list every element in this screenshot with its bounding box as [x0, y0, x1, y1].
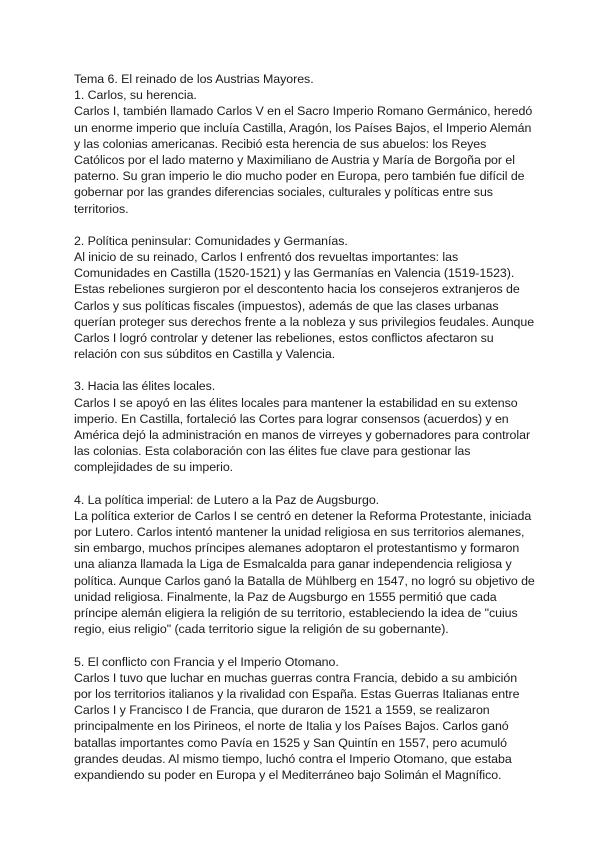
paragraph-line: por Lutero. Carlos intentó mantener la unidad religiosa en sus territorios alemanes,: [74, 525, 525, 540]
paragraph-line: unidad religiosa. Finalmente, la Paz de Augsburgo en 1555 permitió que cada: [74, 589, 497, 604]
paragraph-line: y las colonias americanas. Recibió esta herencia de sus abuelos: los Reyes: [74, 136, 487, 151]
section-francia-otomano: [74, 654, 530, 784]
paragraph-line: Carlos y sus políticas fiscales (impuestos), además de que las clases urbanas: [74, 298, 499, 313]
paragraph-line: querían proteger sus derechos frente a la nobleza y sus privilegios feudales. Aunque: [74, 314, 535, 329]
paragraph-line: Carlos I se apoyó en las élites locales para mantener la estabilidad en su extenso: [74, 395, 518, 410]
paragraph-line: por los territorios italianos y la rivalidad con España. Estas Guerras Italianas entre: [74, 686, 520, 701]
paragraph-line: Estas rebeliones surgieron por el descontento hacia los consejeros extranjeros de: [74, 282, 520, 297]
paragraph-line: Al inicio de su reinado, Carlos I enfrentó dos revueltas importantes: las: [74, 250, 459, 265]
section-heading: 1. Carlos, su herencia.: [74, 88, 197, 103]
paragraph-line: América dejó la administración en manos de virreyes y gobernadores para controlar: [74, 428, 531, 443]
paragraph-line: expandiendo su poder en Europa y el Mediterráneo bajo Solimán el Magnífico.: [74, 767, 502, 782]
paragraph-line: imperio. En Castilla, fortaleció las Cortes para lograr consensos (acuerdos) y en: [74, 411, 509, 426]
section-politica-imperial: [74, 492, 535, 638]
paragraph-line: batallas importantes como Pavía en 1525 y San Quintín en 1557, pero acumuló: [74, 735, 507, 750]
document-body: [74, 71, 535, 799]
paragraph-line: regio, eius religio" (cada territorio sigue la religión de su gobernante).: [74, 622, 449, 637]
section-heading: 3. Hacia las élites locales.: [74, 379, 216, 394]
paragraph-line: principalmente en los Pirineos, el norte de Italia y los Países Bajos. Carlos ganó: [74, 719, 509, 734]
paragraph-line: príncipe alemán eligiera la religión de su territorio, estableciendo la idea de "cuius: [74, 606, 518, 621]
paragraph-line: territorios.: [74, 201, 129, 216]
paragraph-line: complejidades de su imperio.: [74, 460, 234, 475]
paragraph-line: Carlos I tuvo que luchar en muchas guerras contra Francia, debido a su ambición: [74, 670, 518, 685]
paragraph-line: Católicos por el lado materno y Maximiliano de Austria y María de Borgoña por el: [74, 153, 515, 168]
document-title: Tema 6. El reinado de los Austrias Mayores.: [74, 72, 314, 86]
paragraph-line: un enorme imperio que incluía Castilla, Aragón, los Países Bajos, el Imperio Alemán: [74, 120, 532, 135]
paragraph-line: Comunidades en Castilla (1520-1521) y las Germanías en Valencia (1519-1523).: [74, 266, 515, 281]
paragraph-line: las colonias. Esta colaboración con las élites fue clave para gestionar las: [74, 444, 471, 459]
paragraph-line: sin embargo, muchos príncipes alemanes adoptaron el protestantismo y formaron: [74, 541, 520, 556]
paragraph-line: Carlos I, también llamado Carlos V en el Sacro Imperio Romano Germánico, heredó: [74, 104, 533, 119]
paragraph-line: Carlos I y Francisco I de Francia, que duraron de 1521 a 1559, se realizaron: [74, 703, 490, 718]
paragraph-line: paterno. Su gran imperio le dio mucho poder en Europa, pero también fue difícil de: [74, 169, 525, 184]
section-heading: 4. La política imperial: de Lutero a la Paz de Augsburgo.: [74, 492, 380, 507]
section-herencia: [74, 87, 533, 217]
section-politica-peninsular: [74, 233, 535, 363]
section-heading: 2. Política peninsular: Comunidades y Germanías.: [74, 233, 348, 248]
paragraph-line: Carlos I logró controlar y detener las rebeliones, estos conflictos afectaron su: [74, 331, 494, 346]
paragraph-line: relación con sus súbditos en Castilla y Valencia.: [74, 347, 336, 362]
section-heading: 5. El conflicto con Francia y el Imperio Otomano.: [74, 654, 339, 669]
paragraph-line: La política exterior de Carlos I se centró en detener la Reforma Protestante, iniciada: [74, 508, 532, 523]
section-elites-locales: [74, 378, 530, 475]
paragraph-line: política. Aunque Carlos ganó la Batalla de Mühlberg en 1547, no logró su objetivo de: [74, 573, 535, 588]
paragraph-line: grandes deudas. Al mismo tiempo, luchó contra el Imperio Otomano, que estaba: [74, 751, 512, 766]
paragraph-line: una alianza llamada la Liga de Esmalcalda para ganar independencia religiosa y: [74, 557, 512, 572]
paragraph-line: gobernar por las grandes diferencias sociales, culturales y políticas entre sus: [74, 185, 493, 200]
